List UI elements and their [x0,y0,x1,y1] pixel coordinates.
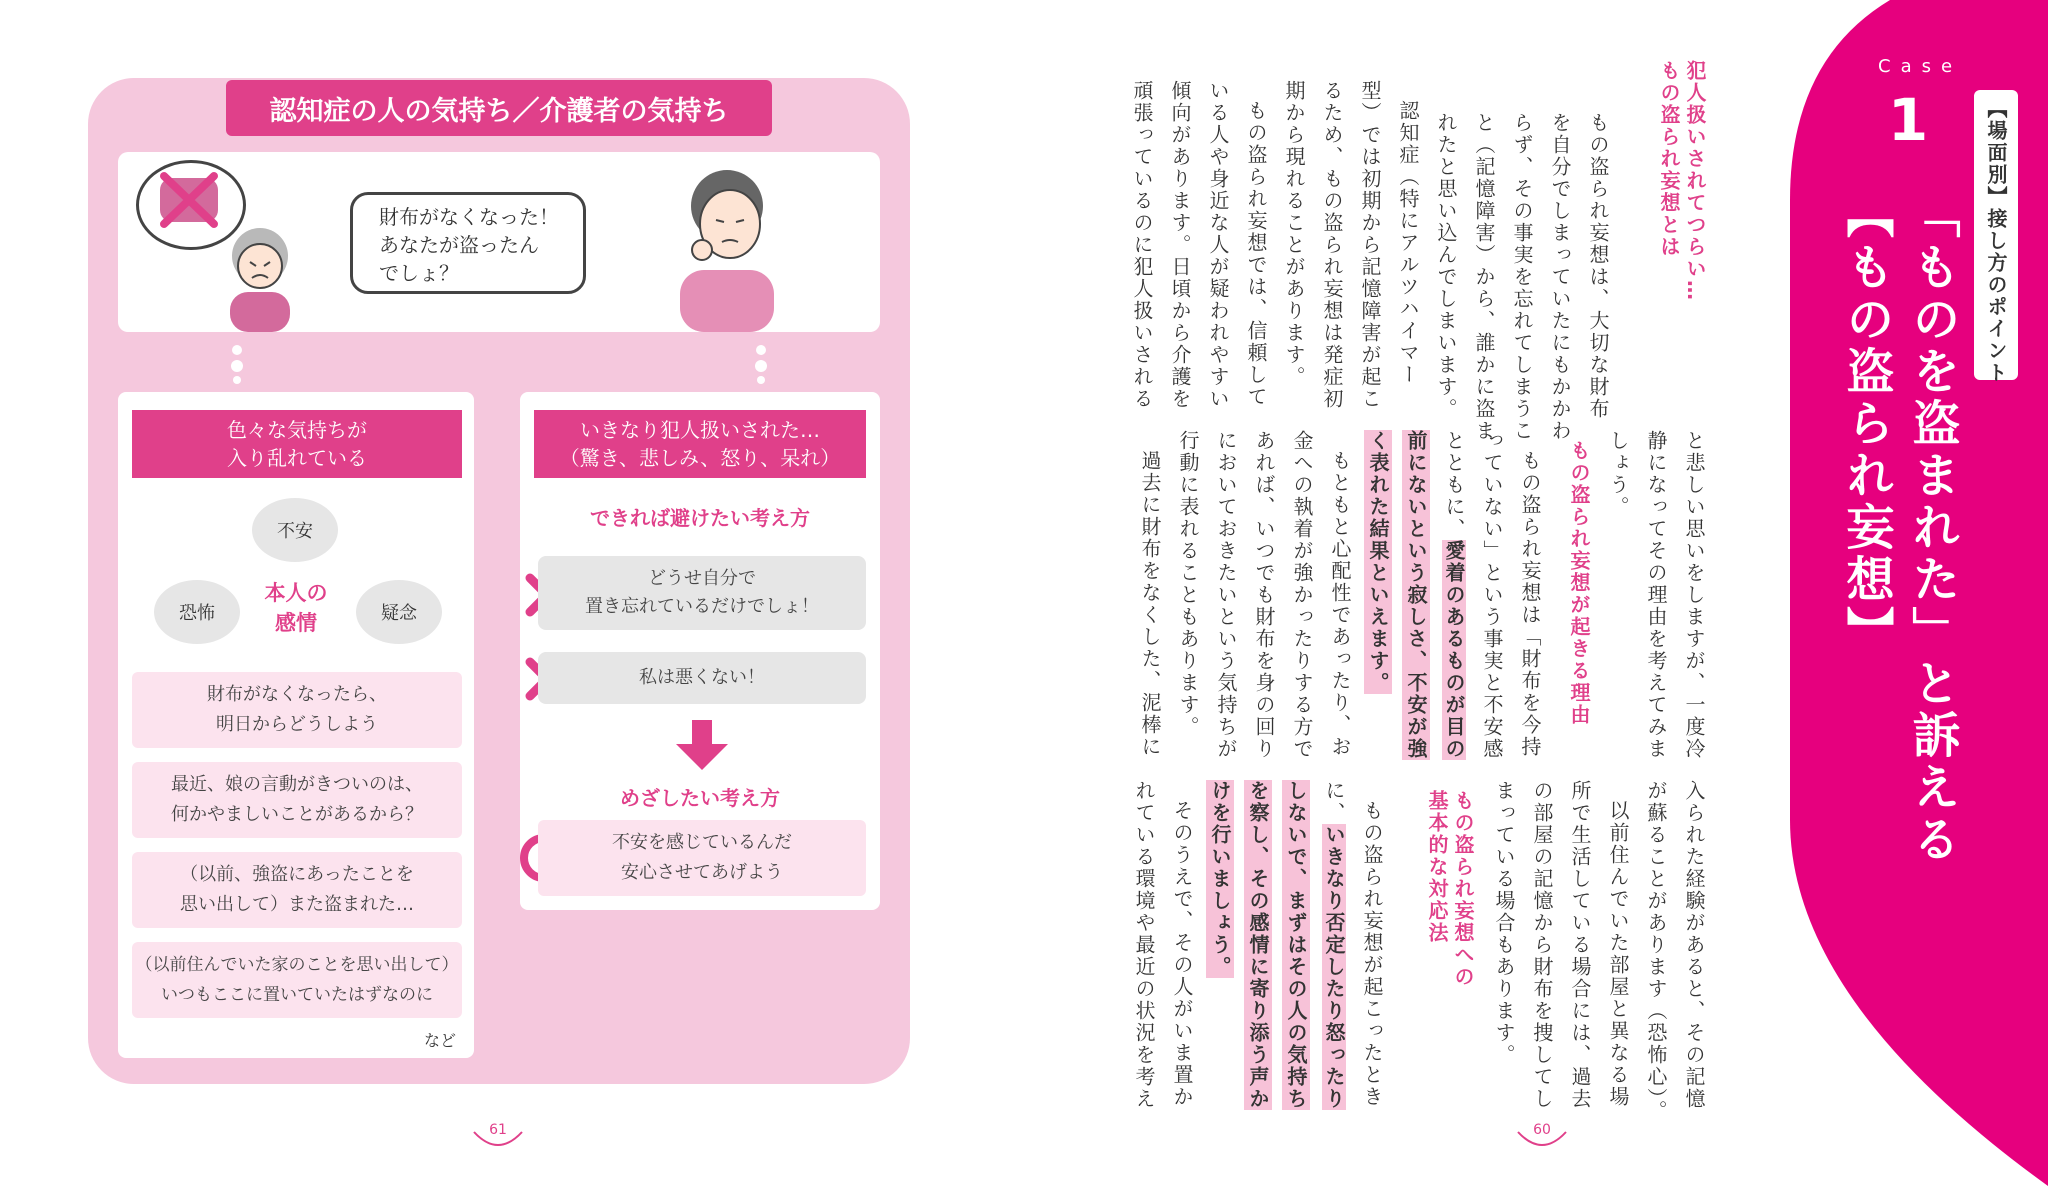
text-column: 認知症（特にアルツハイマー [1396,100,1420,386]
main-title: 「ものを盗まれた」と訴える [1904,190,1960,866]
text-column: もの盗られ妄想は、大切な財布 [1586,112,1610,420]
text-span: とともに、 [1442,430,1466,540]
thought-dots-left [228,344,246,384]
highlight-column: く表れた結果といえます。 [1366,430,1390,694]
highlight-column: を察し、その感情に寄り添う声か [1246,780,1270,1110]
text-column [1440,430,1468,760]
section-heading: もの盗られ妄想への 基本的な対応法 [1425,790,1475,988]
avoid-heading: できれば避けたい考え方 [590,506,810,530]
emotion-anxiety: 不安 [252,498,338,562]
category-tag-text: 【場面別】接し方のポイント [1984,98,2008,384]
speech-bubble: 財布がなくなった！ あなたが盗ったん でしょ？ [350,192,586,294]
text-column: 静になってその理由を考えてみま [1644,430,1668,760]
text-column: っていない」という事実と不安感 [1480,430,1504,760]
text-column: まっている場合もあります。 [1492,780,1516,1066]
main-subtitle: 【もの盗られ妄想】 [1838,190,1894,658]
page-number-arc [1514,1128,1570,1152]
text-column: もの盗られ妄想は「財布を今持 [1518,450,1542,758]
aim-thought: 不安を感じているんだ 安心させてあげよう [538,820,866,896]
text-column: もともと心配性であったり、お [1328,450,1352,758]
page-number-right: 60 [1533,1122,1551,1138]
text-column: 傾向があります。日頃から介護を [1168,80,1192,410]
text-column [1320,780,1348,1110]
caregiver-illustration [672,162,782,332]
text-column: もの盗られ妄想が起こったとき [1360,800,1384,1108]
highlight-span: 愛着のあるものが目の [1442,540,1466,760]
text-column: 入られた経験があると、その記憶 [1682,780,1706,1110]
text-column: 過去に財布をなくした、泥棒に [1138,450,1162,758]
text-column: の部屋の記憶から財布を捜してし [1530,780,1554,1110]
text-column: しょう。 [1606,430,1630,518]
text-column: を自分でしまっていたにもかかわ [1548,112,1572,442]
highlight-column: けを行いましょう。 [1208,780,1232,978]
feeling-bubble: （以前、強盗にあったことを 思い出して）また盗まれた… [132,852,462,928]
text-column: が蘇ることがあります（恐怖心）。 [1644,780,1668,1122]
emotion-fear: 恐怖 [154,580,240,644]
text-column: においておきたいという気持ちが [1214,430,1238,760]
feeling-bubble: （以前住んでいた家のことを思い出して） いつもここに置いていたはずなのに [132,942,462,1018]
etc-label: など [424,1031,457,1050]
page-title: 認知症の人の気持ち／介護者の気持ち [226,80,772,136]
highlight-column: しないで、まずはその人の気持ち [1284,780,1308,1110]
case-label: Case [1878,56,1963,77]
text-column: らず、その事実を忘れてしまうこ [1510,112,1534,442]
arrow-down-icon [674,720,730,772]
text-column: あれば、いつでも財布を身の回り [1252,430,1276,760]
text-column: と（記憶障害）から、誰かに盗ま [1472,112,1496,442]
right-card-label: いきなり犯人扱いされた… （驚き、悲しみ、怒り、呆れ） [534,410,866,478]
text-column: れたと思い込んでしまいます。 [1434,112,1458,420]
text-column: 行動に表れることもあります。 [1176,430,1200,738]
feeling-bubble: 最近、娘の言動がきついのは、 何かやましいことがあるから？ [132,762,462,838]
text-column: 頑張っているのに犯人扱いされる [1130,80,1154,410]
avoid-thought: 私は悪くない！ [538,652,866,704]
text-column: 所で生活している場合には、過去 [1568,780,1592,1110]
elderly-woman-illustration [212,222,308,332]
thought-dots-right [752,344,770,384]
highlight-span: いきなり否定したり怒ったり [1322,824,1346,1110]
emotion-doubt: 疑念 [356,580,442,644]
text-span: に、 [1322,780,1346,824]
text-column: 型）では初期から記憶障害が起こ [1358,80,1382,410]
text-column: れている環境や最近の状況を考え [1132,780,1156,1110]
section-heading: もの盗られ妄想が起きる理由 [1567,440,1591,726]
text-column: もの盗られ妄想では、信頼して [1244,100,1268,408]
avoid-thought: どうせ自分で 置き忘れているだけでしょ！ [538,556,866,630]
text-column: そのうえで、その人がいま置か [1170,800,1194,1108]
emotion-center-label: 本人の 感情 [264,581,328,635]
case-number: 1 [1887,86,1929,154]
text-column: 期から現れることがあります。 [1282,80,1306,388]
text-column: いる人や身近な人が疑われやすい [1206,80,1230,410]
feeling-bubble: 財布がなくなったら、 明日からどうしよう [132,672,462,748]
page-number-arc [470,1128,526,1152]
highlight-column: 前にないという寂しさ、不安が強 [1404,430,1428,760]
page-number-left: 61 [489,1122,507,1138]
text-column: 金への執着が強かったりする方で [1290,430,1314,760]
text-column: と悲しい思いをしますが、一度冷 [1682,430,1706,760]
left-card-label: 色々な気持ちが 入り乱れている [132,410,462,478]
cross-icon [156,170,222,230]
aim-heading: めざしたい考え方 [620,786,780,810]
text-column: 以前住んでいた部屋と異なる場 [1606,800,1630,1108]
section-heading: 犯人扱いされてつらい… もの盗られ妄想とは [1657,60,1707,302]
text-column: るため、もの盗られ妄想は発症初 [1320,80,1344,410]
